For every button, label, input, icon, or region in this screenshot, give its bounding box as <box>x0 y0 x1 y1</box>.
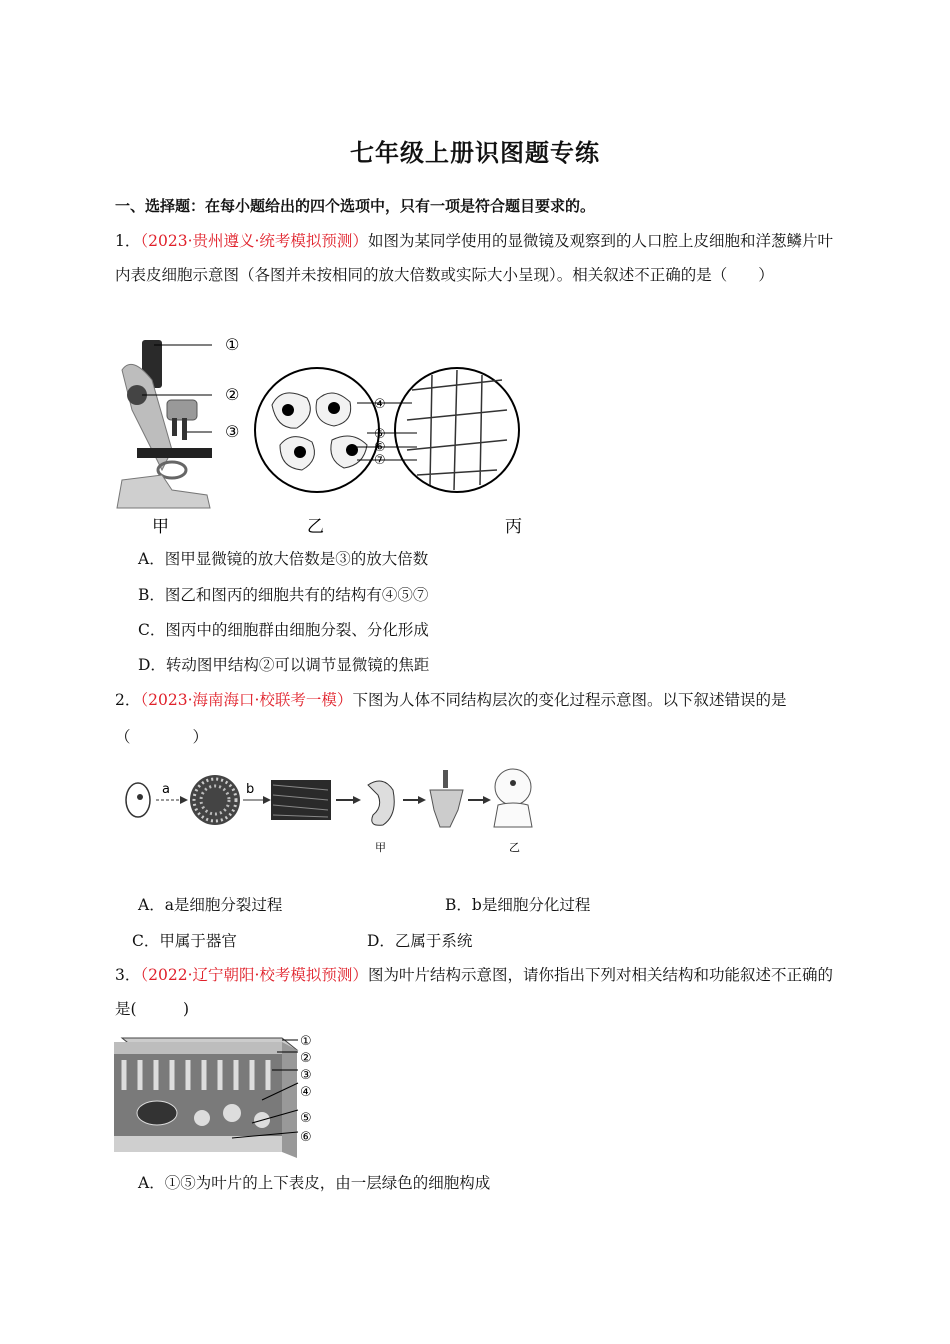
cell-cluster-illustration <box>190 775 240 825</box>
label-1: ① <box>300 1034 312 1049</box>
question-3 <box>115 958 840 1026</box>
label-4: ④ <box>300 1085 312 1100</box>
label-7: ⑦ <box>374 453 386 468</box>
leaf-cross-section-illustration <box>114 1038 297 1158</box>
label-5: ⑤ <box>300 1111 312 1126</box>
label-6: ⑥ <box>374 440 386 455</box>
question-number: 2． <box>115 691 141 709</box>
question-number: 3． <box>115 966 141 984</box>
question-text: 图为叶片结构示意图，请你指出下列对相关结构和功能叙述不正确的是( ) <box>115 966 833 1018</box>
label-3: ③ <box>225 422 240 441</box>
caption-bing: 丙 <box>505 517 522 537</box>
caption-jia: 甲 <box>375 841 386 854</box>
q1-option-a: A．图甲显微镜的放大倍数是③的放大倍数 <box>138 550 429 568</box>
question-source: （2023·海南海口·校联考一模） <box>140 691 353 709</box>
label-4: ④ <box>374 397 386 412</box>
q1-option-c: C．图丙中的细胞群由细胞分裂、分化形成 <box>138 621 429 639</box>
q3-option-a: A．①⑤为叶片的上下表皮，由一层绿色的细胞构成 <box>138 1174 491 1192</box>
caption-jia: 甲 <box>152 517 169 537</box>
q2-option-d: D．乙属于系统 <box>367 932 473 950</box>
figure-body-structure-levels <box>118 765 558 855</box>
caption-yi: 乙 <box>307 517 324 537</box>
stomach-illustration <box>368 781 394 825</box>
label-3: ③ <box>300 1068 312 1083</box>
arrow-label-a: a <box>162 782 170 797</box>
q1-option-d: D．转动图甲结构②可以调节显微镜的焦距 <box>138 656 430 674</box>
cheek-cells-illustration <box>255 368 379 492</box>
question-source: （2023·贵州遵义·统考模拟预测） <box>140 232 368 250</box>
q1-option-b: B．图乙和图丙的细胞共有的结构有④⑤⑦ <box>138 586 429 604</box>
question-1 <box>115 224 840 292</box>
label-2: ② <box>300 1051 312 1066</box>
microscope-illustration <box>117 340 212 508</box>
question-2 <box>115 683 840 717</box>
q2-option-b: B．b是细胞分化过程 <box>445 896 591 914</box>
cell-illustration <box>126 783 150 817</box>
question-text: 如图为某同学使用的显微镜及观察到的人口腔上皮细胞和洋葱鳞片叶内表皮细胞示意图（各图并未按相同的放大倍数或实际大小呈现）。相关叙述不正确的是（ ） <box>115 232 833 284</box>
digestive-system-illustration <box>430 770 463 827</box>
label-2: ② <box>225 385 240 404</box>
question-source: （2022·辽宁朝阳·校考模拟预测） <box>140 966 368 984</box>
caption-yi: 乙 <box>509 841 520 854</box>
onion-cells-illustration <box>395 368 519 492</box>
figure-leaf-structure <box>112 1028 322 1158</box>
page-title: 七年级上册识图题专练 <box>350 139 600 167</box>
figure-microscope-cells <box>112 330 532 540</box>
label-5: ⑤ <box>374 427 386 442</box>
section-heading: 一、选择题：在每小题给出的四个选项中，只有一项是符合题目要求的。 <box>115 197 596 215</box>
arrow-label-b: b <box>246 782 255 797</box>
human-body-illustration <box>494 769 532 827</box>
q2-answer-paren: （ ） <box>115 728 209 746</box>
question-number: 1． <box>115 232 141 250</box>
label-1: ① <box>225 335 240 354</box>
label-6: ⑥ <box>300 1130 312 1145</box>
tissue-illustration <box>271 780 331 820</box>
q2-option-c: C．甲属于器官 <box>132 932 237 950</box>
question-text: 下图为人体不同结构层次的变化过程示意图。以下叙述错误的是 <box>352 691 787 709</box>
q2-option-a: A．a是细胞分裂过程 <box>138 896 283 914</box>
